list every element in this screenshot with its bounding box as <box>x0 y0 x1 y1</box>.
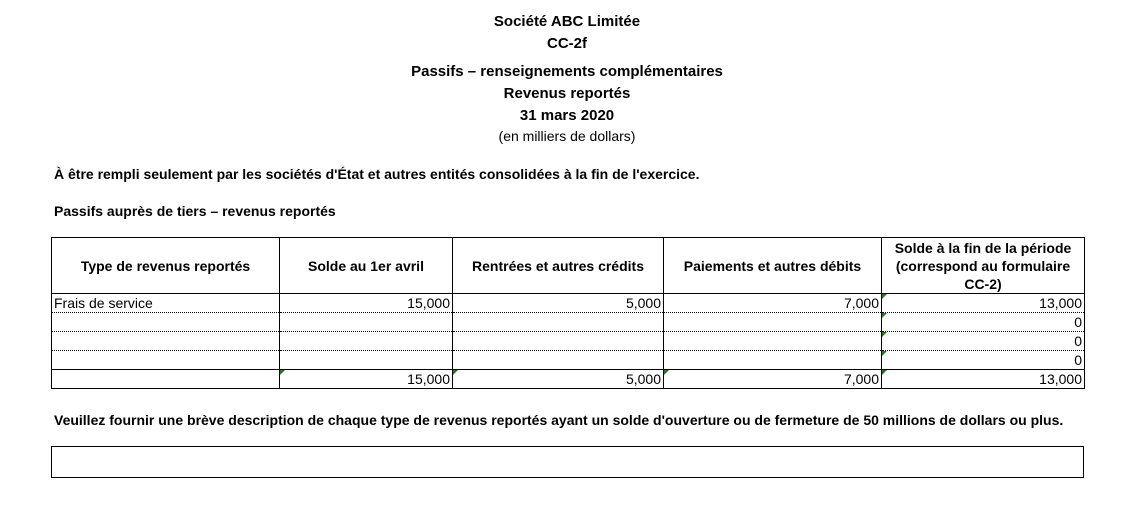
cell-payments[interactable] <box>664 332 882 351</box>
formula-marker <box>882 351 887 356</box>
form-subtitle: Revenus reportés <box>503 85 631 102</box>
report-date: 31 mars 2020 <box>519 107 615 124</box>
formula-marker <box>280 370 285 375</box>
total-closing-balance: 13,000 <box>882 370 1085 389</box>
cell-closing-balance: 0 <box>882 351 1085 370</box>
total-receipts: 5,000 <box>453 370 664 389</box>
units-note: (en milliers de dollars) <box>498 128 636 144</box>
cell-receipts[interactable] <box>453 332 664 351</box>
total-payments: 7,000 <box>664 370 882 389</box>
description-prompt: Veuillez fournir une brève description de chaque type de revenus reportés ayant un solde d'ouverture ou de fermeture de 50 millions de dollars ou plus. <box>54 412 1064 428</box>
formula-marker <box>664 370 669 375</box>
cell-payments[interactable]: 7,000 <box>664 294 882 313</box>
cell-opening-balance[interactable] <box>280 351 453 370</box>
formula-marker <box>882 294 887 299</box>
cell-closing-balance: 13,000 <box>882 294 1085 313</box>
table-row <box>52 332 1085 351</box>
cell-type[interactable] <box>52 313 280 332</box>
col-header-payments: Paiements et autres débits <box>664 238 882 294</box>
total-label-cell <box>52 370 280 389</box>
table-row <box>52 313 1085 332</box>
col-header-opening-balance: Solde au 1er avril <box>280 238 453 294</box>
deferred-revenue-table <box>51 237 1085 389</box>
table-row <box>52 351 1085 370</box>
col-header-closing-balance: Solde à la fin de la période (correspond au formulaire CC-2) <box>882 238 1085 294</box>
cell-opening-balance[interactable] <box>280 313 453 332</box>
form-code: CC-2f <box>547 35 587 52</box>
cell-closing-balance: 0 <box>882 313 1085 332</box>
cell-receipts[interactable]: 5,000 <box>453 294 664 313</box>
cell-type[interactable] <box>52 351 280 370</box>
formula-marker <box>882 370 887 375</box>
table-row <box>52 294 1085 313</box>
cell-receipts[interactable] <box>453 351 664 370</box>
cell-receipts[interactable] <box>453 313 664 332</box>
cell-payments[interactable] <box>664 313 882 332</box>
col-header-type: Type de revenus reportés <box>52 238 280 294</box>
cell-opening-balance[interactable]: 15,000 <box>280 294 453 313</box>
formula-marker <box>453 370 458 375</box>
section-title: Passifs auprès de tiers – revenus reportés <box>54 203 336 219</box>
cell-opening-balance[interactable] <box>280 332 453 351</box>
cell-closing-balance: 0 <box>882 332 1085 351</box>
total-opening-balance: 15,000 <box>280 370 453 389</box>
formula-marker <box>882 313 887 318</box>
company-name: Société ABC Limitée <box>493 13 641 30</box>
form-title: Passifs – renseignements complémentaires <box>411 63 723 80</box>
cell-type[interactable] <box>52 332 280 351</box>
formula-marker <box>882 332 887 337</box>
col-header-receipts: Rentrées et autres crédits <box>453 238 664 294</box>
instructions-text: À être rempli seulement par les sociétés d'État et autres entités consolidées à la fin de l'exercice. <box>54 166 700 182</box>
description-input[interactable] <box>51 446 1084 478</box>
table-header-row <box>52 238 1085 294</box>
cell-payments[interactable] <box>664 351 882 370</box>
cell-type[interactable]: Frais de service <box>52 294 280 313</box>
totals-row <box>52 370 1085 389</box>
